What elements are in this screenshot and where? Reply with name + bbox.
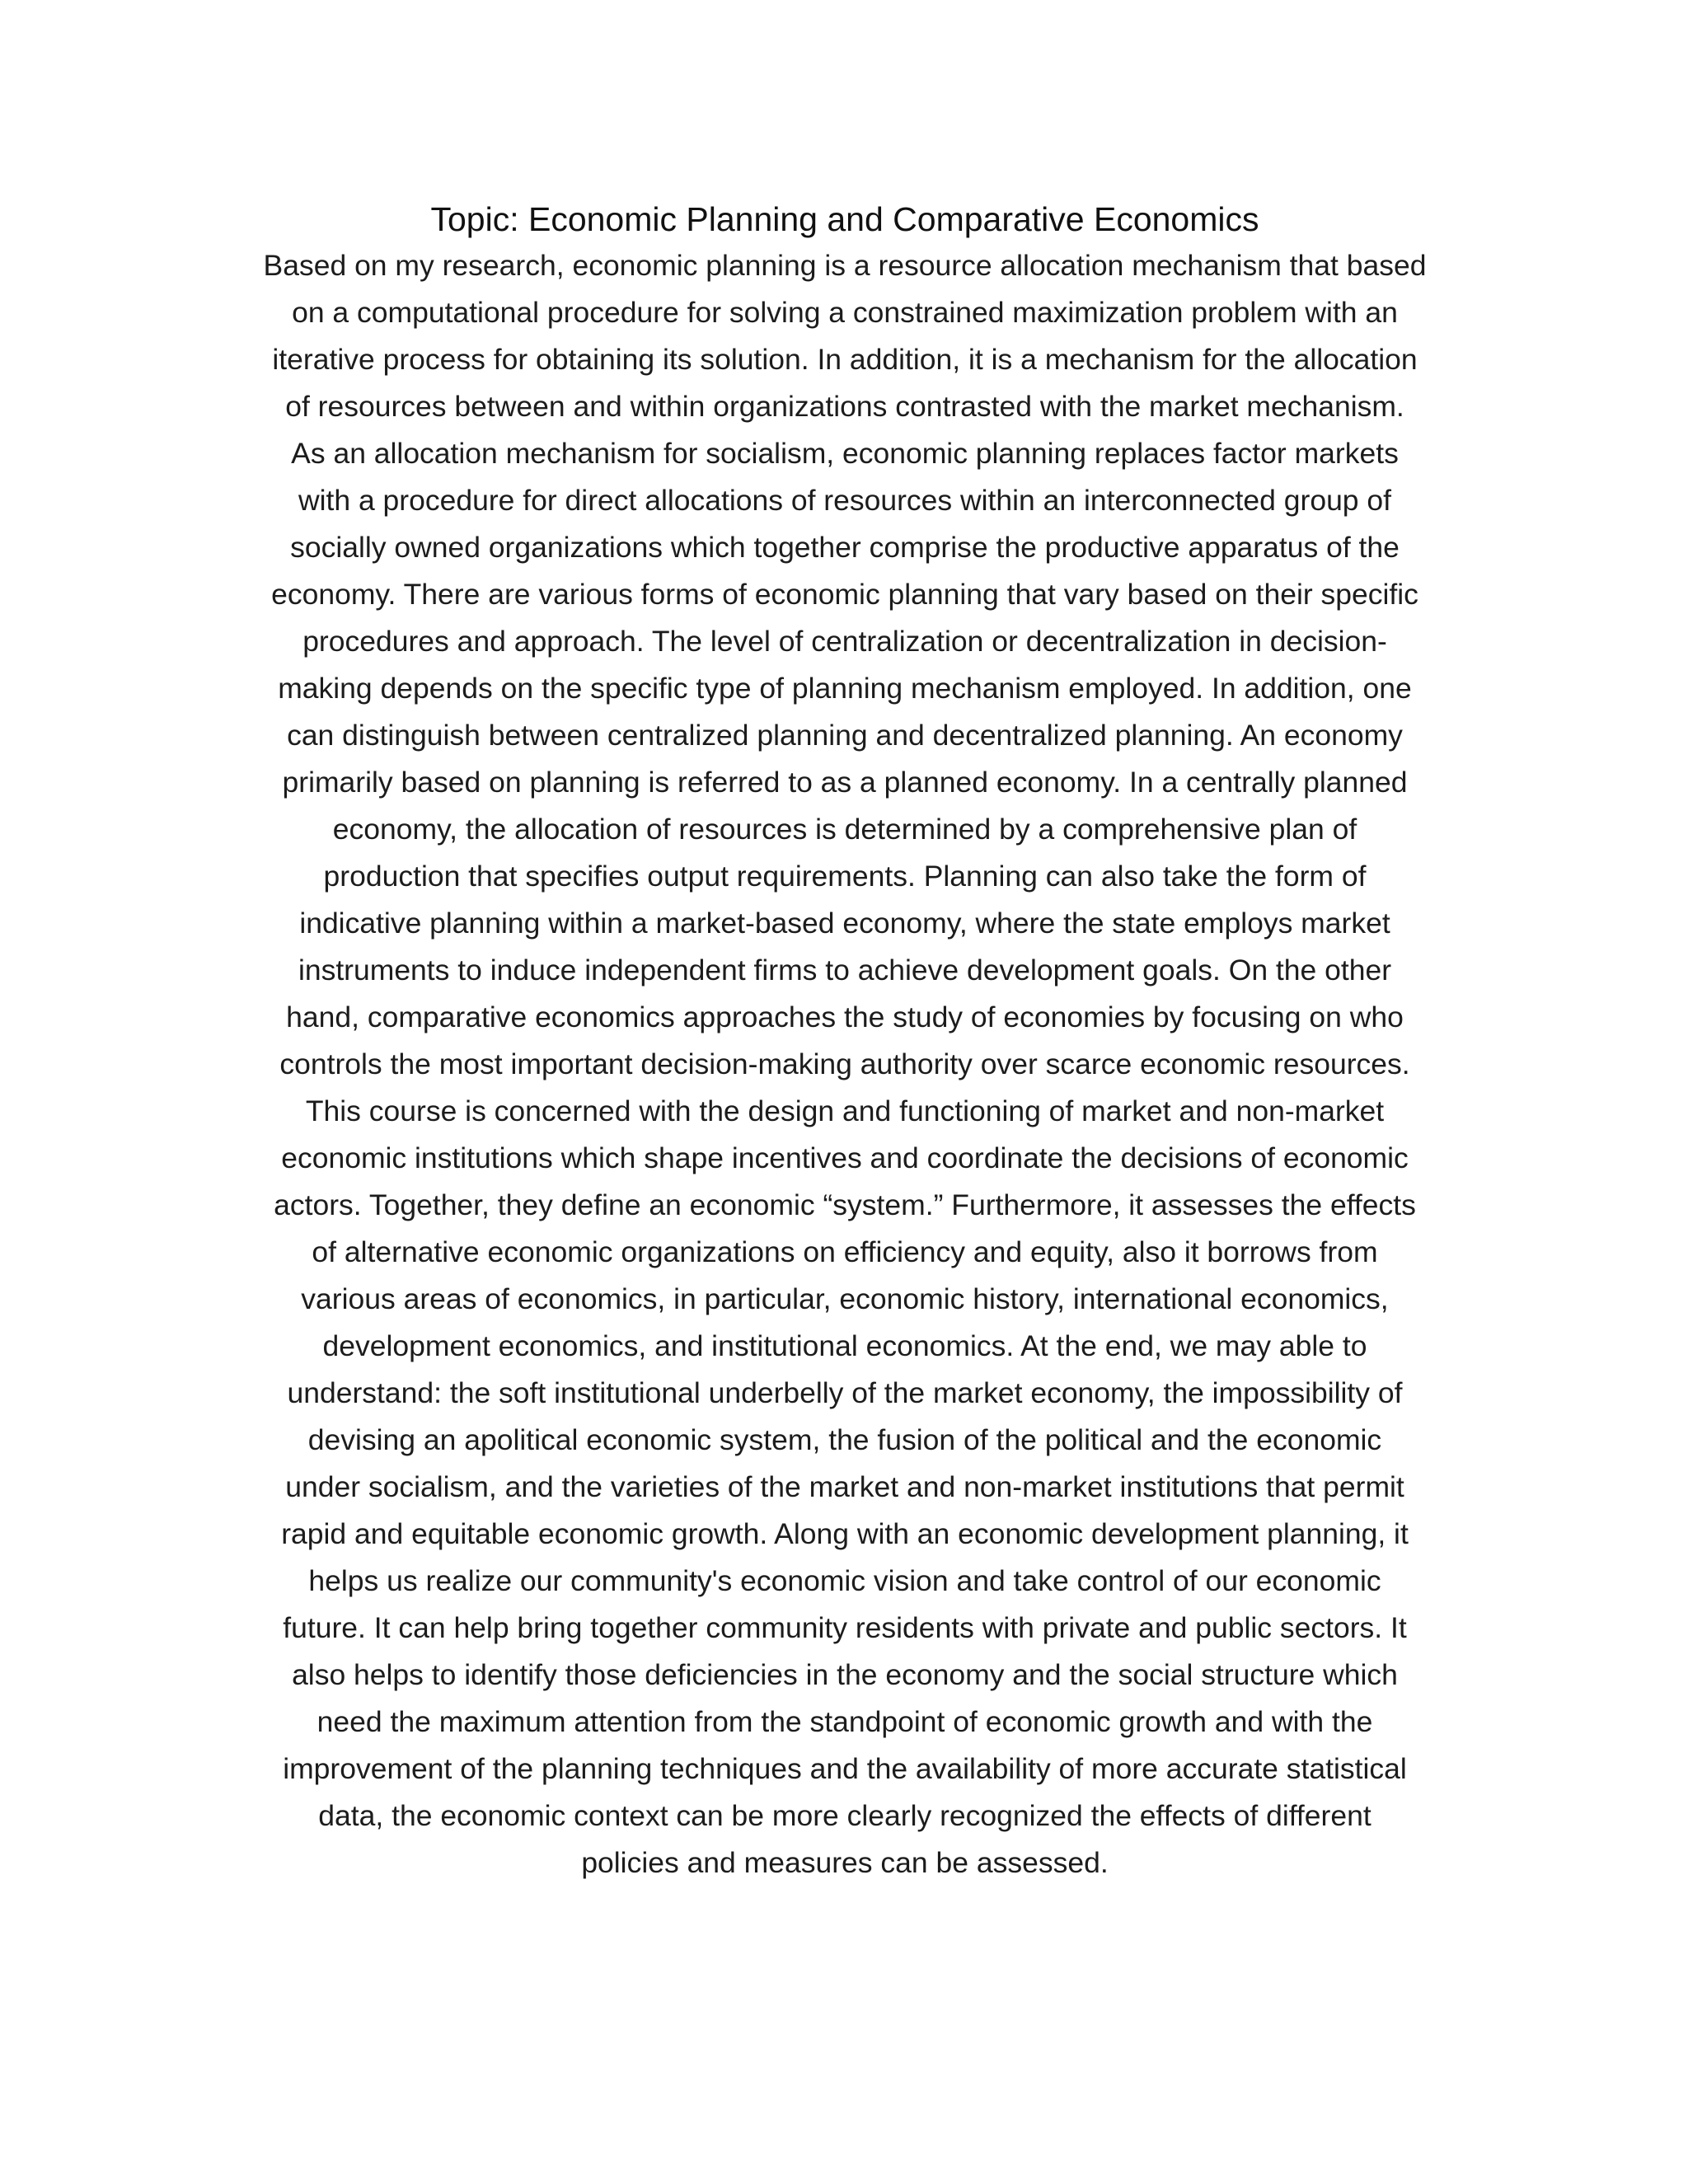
paragraph-line: rapid and equitable economic growth. Along with an economic development planning, it <box>281 1517 1409 1550</box>
paragraph-line: development economics, and institutional economics. At the end, we may able to <box>322 1329 1367 1362</box>
paragraph-line: making depends on the specific type of planning mechanism employed. In addition, one <box>278 672 1412 705</box>
paragraph-line: socially owned organizations which together comprise the productive apparatus of the <box>290 531 1400 564</box>
body-paragraph <box>185 242 1504 1886</box>
paragraph-line: policies and measures can be assessed. <box>581 1846 1109 1879</box>
paragraph-line: primarily based on planning is referred to as a planned economy. In a centrally planned <box>282 766 1408 799</box>
paragraph-line: with a procedure for direct allocations of resources within an interconnected group of <box>298 484 1392 517</box>
paragraph-line: actors. Together, they define an economic “system.” Furthermore, it assesses the effects <box>274 1188 1416 1221</box>
paragraph-line: economy, the allocation of resources is determined by a comprehensive plan of <box>332 813 1357 846</box>
paragraph-line: iterative process for obtaining its solution. In addition, it is a mechanism for the allocation <box>272 343 1418 376</box>
paragraph-line: of resources between and within organizations contrasted with the market mechanism. <box>285 390 1404 423</box>
paragraph-line: of alternative economic organizations on efficiency and equity, also it borrows from <box>312 1235 1378 1268</box>
paragraph-line: need the maximum attention from the standpoint of economic growth and with the <box>316 1705 1373 1738</box>
paragraph-line: also helps to identify those deficiencies in the economy and the social structure which <box>292 1658 1398 1691</box>
paragraph-line: improvement of the planning techniques and the availability of more accurate statistical <box>283 1752 1407 1785</box>
paragraph-line: procedures and approach. The level of centralization or decentralization in decision- <box>302 625 1387 658</box>
paragraph-line: on a computational procedure for solving a constrained maximization problem with an <box>292 296 1398 329</box>
paragraph-line: various areas of economics, in particular, economic history, international economics, <box>301 1282 1389 1315</box>
document-title: Topic: Economic Planning and Comparative Economics <box>430 200 1259 238</box>
paragraph-line: production that specifies output requirements. Planning can also take the form of <box>323 860 1367 893</box>
paragraph-line: economy. There are various forms of economic planning that vary based on their specific <box>271 578 1418 611</box>
paragraph-line: data, the economic context can be more clearly recognized the effects of different <box>318 1799 1372 1832</box>
paragraph-line: instruments to induce independent firms to achieve development goals. On the other <box>298 954 1392 987</box>
paragraph-line: hand, comparative economics approaches the study of economies by focusing on who <box>286 1001 1404 1033</box>
paragraph-line: understand: the soft institutional underbelly of the market economy, the impossibility of <box>287 1376 1403 1409</box>
paragraph-line: economic institutions which shape incentives and coordinate the decisions of economic <box>281 1141 1409 1174</box>
paragraph-line: Based on my research, economic planning is a resource allocation mechanism that based <box>263 249 1427 282</box>
paragraph-line: under socialism, and the varieties of the market and non-market institutions that permit <box>285 1470 1404 1503</box>
paragraph-line: can distinguish between centralized planning and decentralized planning. An economy <box>287 719 1403 752</box>
paragraph-line: This course is concerned with the design and functioning of market and non-market <box>305 1094 1385 1127</box>
document-content <box>185 196 1504 1886</box>
paragraph-line: future. It can help bring together community residents with private and public sectors. It <box>283 1611 1407 1644</box>
paragraph-line: controls the most important decision-making authority over scarce economic resources. <box>279 1047 1410 1080</box>
paragraph-line: As an allocation mechanism for socialism, economic planning replaces factor markets <box>291 437 1399 470</box>
paragraph-line: indicative planning within a market-based economy, where the state employs market <box>299 907 1390 940</box>
paragraph-line: devising an apolitical economic system, the fusion of the political and the economic <box>307 1423 1382 1456</box>
paragraph-line: helps us realize our community's economic vision and take control of our economic <box>308 1564 1381 1597</box>
